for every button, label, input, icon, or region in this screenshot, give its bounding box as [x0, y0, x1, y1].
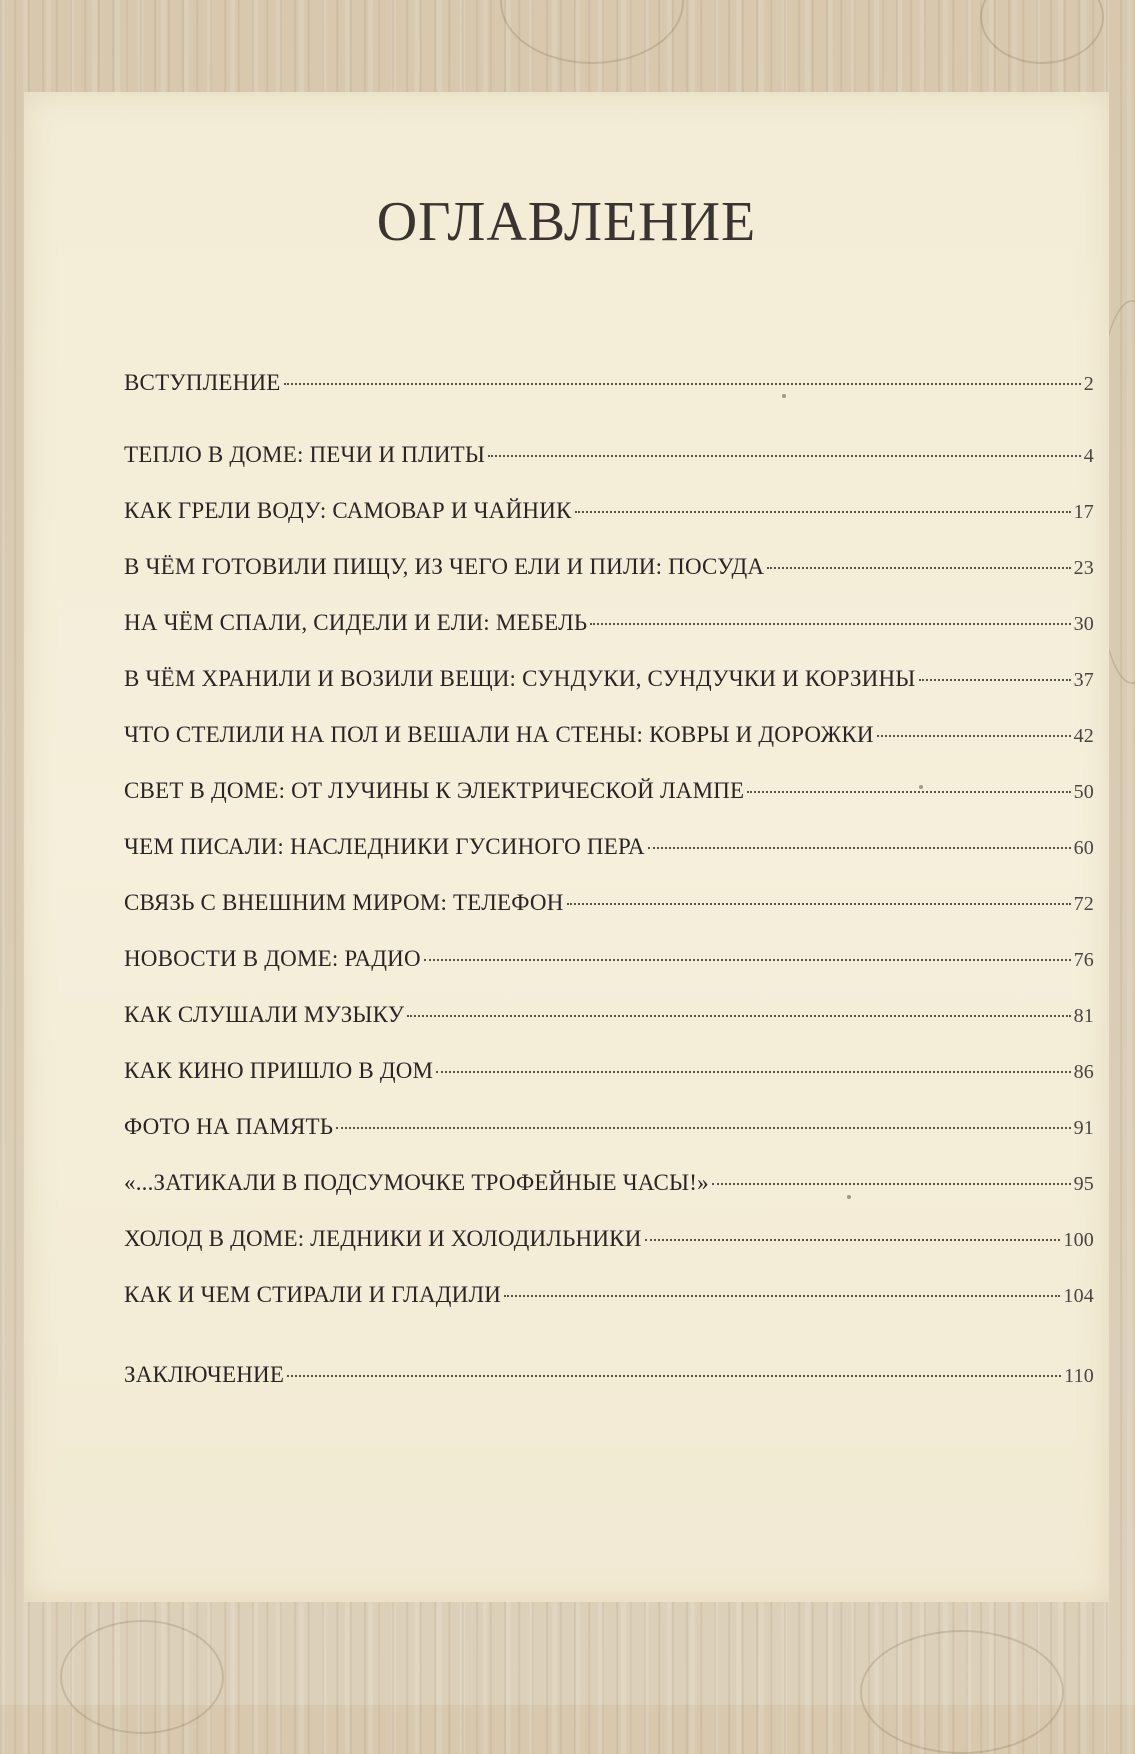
toc-entry-label: В ЧЁМ ХРАНИЛИ И ВОЗИЛИ ВЕЩИ: СУНДУКИ, СУНДУЧКИ И КОРЗИНЫ: [124, 666, 916, 691]
toc-entry[interactable]: [124, 666, 1094, 722]
toc-entry-label: «...ЗАТИКАЛИ В ПОДСУМОЧКЕ ТРОФЕЙНЫЕ ЧАСЫ!»: [124, 1170, 709, 1195]
paper-speck: [847, 1195, 851, 1199]
dot-leader: [645, 1239, 1061, 1241]
toc-entry-label: НОВОСТИ В ДОМЕ: РАДИО: [124, 946, 421, 971]
dot-leader: [877, 735, 1071, 737]
dot-leader: [919, 679, 1071, 681]
toc-entry-page: 50: [1073, 781, 1094, 803]
toc-entry-page: 110: [1064, 1365, 1094, 1387]
toc-entry-label: В ЧЁМ ГОТОВИЛИ ПИЩУ, ИЗ ЧЕГО ЕЛИ И ПИЛИ: ПОСУДА: [124, 554, 765, 579]
dot-leader: [287, 1375, 1061, 1377]
toc-entry-label: СВЯЗЬ С ВНЕШНИМ МИРОМ: ТЕЛЕФОН: [124, 890, 564, 915]
toc-entry-label: ТЕПЛО В ДОМЕ: ПЕЧИ И ПЛИТЫ: [124, 442, 486, 467]
toc-entry-page: 4: [1083, 445, 1094, 467]
toc-entry[interactable]: [124, 554, 1094, 610]
toc-entry[interactable]: [124, 946, 1094, 1002]
paper-speck: [919, 785, 923, 789]
dot-leader: [407, 1015, 1070, 1017]
dot-leader: [488, 455, 1081, 457]
dot-leader: [504, 1295, 1060, 1297]
toc-entry-page: 17: [1073, 501, 1094, 523]
dot-leader: [424, 959, 1071, 961]
dot-leader: [590, 623, 1070, 625]
decorative-flourish: [60, 1620, 224, 1734]
dot-leader: [336, 1127, 1070, 1129]
toc-entry-label: ЗАКЛЮЧЕНИЕ: [124, 1362, 285, 1387]
toc-entry[interactable]: [124, 722, 1094, 778]
toc-entry-label: НА ЧЁМ СПАЛИ, СИДЕЛИ И ЕЛИ: МЕБЕЛЬ: [124, 610, 588, 635]
dot-leader: [284, 383, 1081, 385]
dot-leader: [648, 847, 1071, 849]
toc-entry[interactable]: [124, 890, 1094, 946]
toc-entry-label: КАК ГРЕЛИ ВОДУ: САМОВАР И ЧАЙНИК: [124, 498, 572, 523]
toc-entry-label: СВЕТ В ДОМЕ: ОТ ЛУЧИНЫ К ЭЛЕКТРИЧЕСКОЙ ЛАМПЕ: [124, 778, 745, 803]
toc-entry-page: 37: [1073, 669, 1094, 691]
toc-entry[interactable]: [124, 1002, 1094, 1058]
dot-leader: [575, 511, 1071, 513]
toc-entry[interactable]: [124, 834, 1094, 890]
toc-entry[interactable]: [124, 1282, 1094, 1338]
decorative-flourish: [500, 0, 684, 64]
toc-entry-label: КАК КИНО ПРИШЛО В ДОМ: [124, 1058, 434, 1083]
toc-entry-page: 60: [1073, 837, 1094, 859]
dot-leader: [747, 791, 1070, 793]
toc-entry-label: ЧЕМ ПИСАЛИ: НАСЛЕДНИКИ ГУСИНОГО ПЕРА: [124, 834, 645, 859]
toc-entry-label: КАК И ЧЕМ СТИРАЛИ И ГЛАДИЛИ: [124, 1282, 502, 1307]
toc-entry-label: ВСТУПЛЕНИЕ: [124, 370, 281, 395]
toc-entry[interactable]: [124, 370, 1094, 426]
toc-entry-page: 104: [1063, 1285, 1094, 1307]
dot-leader: [712, 1183, 1071, 1185]
toc-entry[interactable]: [124, 1226, 1094, 1282]
toc-entry-page: 100: [1063, 1229, 1094, 1251]
toc-entry[interactable]: [124, 498, 1094, 554]
toc-entry-page: 42: [1073, 725, 1094, 747]
dot-leader: [436, 1071, 1070, 1073]
toc-entry[interactable]: [124, 1058, 1094, 1114]
toc-entry-label: ХОЛОД В ДОМЕ: ЛЕДНИКИ И ХОЛОДИЛЬНИКИ: [124, 1226, 642, 1251]
dot-leader: [567, 903, 1071, 905]
toc-entry-page: 76: [1073, 949, 1094, 971]
toc-entry[interactable]: [124, 610, 1094, 666]
toc-entry-page: 86: [1073, 1061, 1094, 1083]
toc-entry[interactable]: [124, 1362, 1094, 1418]
toc-entry[interactable]: [124, 1114, 1094, 1170]
toc-entry-page: 30: [1073, 613, 1094, 635]
toc-entry[interactable]: [124, 442, 1094, 498]
paper-speck: [782, 394, 786, 398]
toc-entry-label: ФОТО НА ПАМЯТЬ: [124, 1114, 334, 1139]
page-title: ОГЛАВЛЕНИЕ: [376, 191, 757, 253]
dot-leader: [767, 567, 1070, 569]
table-of-contents: [124, 370, 1094, 1418]
toc-entry[interactable]: [124, 1170, 1094, 1226]
toc-entry[interactable]: [124, 778, 1094, 834]
toc-entry-page: 23: [1073, 557, 1094, 579]
toc-entry-page: 2: [1083, 373, 1094, 395]
decorative-flourish: [980, 0, 1104, 64]
toc-entry-page: 81: [1073, 1005, 1094, 1027]
toc-entry-page: 91: [1073, 1117, 1094, 1139]
page-panel: [24, 92, 1109, 1602]
toc-entry-page: 95: [1073, 1173, 1094, 1195]
toc-entry-label: ЧТО СТЕЛИЛИ НА ПОЛ И ВЕШАЛИ НА СТЕНЫ: КОВРЫ И ДОРОЖКИ: [124, 722, 874, 747]
toc-entry-page: 72: [1073, 893, 1094, 915]
toc-entry-label: КАК СЛУШАЛИ МУЗЫКУ: [124, 1002, 405, 1027]
decorative-flourish: [860, 1630, 1064, 1754]
